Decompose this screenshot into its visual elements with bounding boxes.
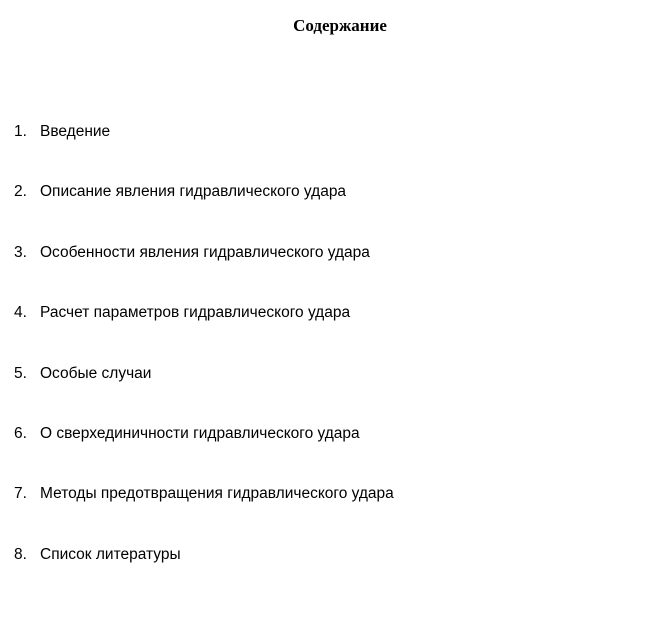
toc-item-6 (14, 423, 394, 483)
toc-item-label: Методы предотвращения гидравлического удара (40, 485, 394, 503)
toc-item-4 (14, 302, 394, 362)
toc-item-7 (14, 483, 394, 543)
toc-item-label: Особые случаи (40, 364, 152, 382)
toc-item-label: Расчет параметров гидравлического удара (40, 304, 351, 322)
toc-item-number: 1. (14, 123, 27, 140)
toc-item-number: 8. (14, 545, 27, 563)
toc-item-number: 2. (14, 183, 27, 201)
toc-item-3 (14, 242, 394, 302)
toc-item-number: 7. (14, 485, 27, 503)
table-of-contents (14, 121, 394, 604)
toc-item-number: 5. (14, 364, 27, 382)
toc-item-5 (14, 363, 394, 423)
toc-item-label: О сверхединичности гидравлического удара (40, 424, 360, 442)
toc-item-number: 6. (14, 424, 27, 442)
toc-item-8 (14, 544, 394, 604)
toc-item-2 (14, 181, 394, 241)
toc-item-label: Особенности явления гидравлического удара (40, 243, 370, 261)
toc-item-label: Список литературы (40, 545, 181, 563)
toc-item-number: 4. (14, 304, 27, 322)
page-title: Содержание (293, 16, 387, 35)
toc-item-label: Описание явления гидравлического удара (40, 183, 347, 201)
toc-item-label: Введение (40, 123, 111, 140)
toc-item-number: 3. (14, 243, 27, 261)
toc-item-1 (14, 121, 394, 181)
